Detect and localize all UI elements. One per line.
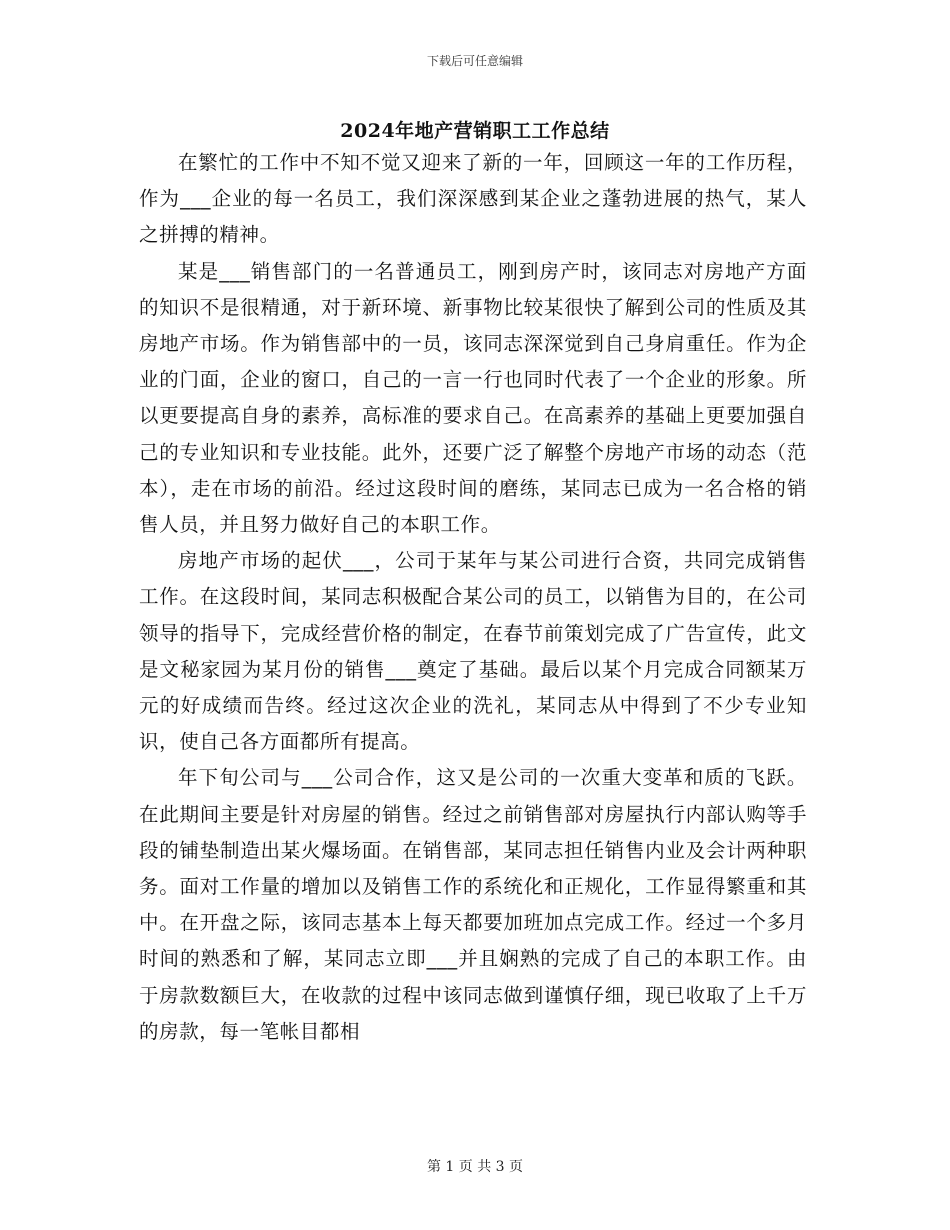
body-paragraph-2: 某是___销售部门的一名普通员工，刚到房产时，该同志对房地产方面的知识不是很精通，对于新环境、新事物比较某很快了解到公司的性质及其房地产市场。作为销售部中的一员，该同志深深觉到自己身肩重任。作为企业的门面，企业的窗口，自己的一言一行也同时代表了一个企业的形象。所以更要提高自身的素养，高标准的要求自己。在高素养的基础上更要加强自己的专业知识和专业技能。此外，还要广泛了解整个房地产市场的动态（范本），走在市场的前沿。经过这段时间的磨练，某同志已成为一名合格的销售人员，并且努力做好自己的本职工作。 bbox=[139, 259, 807, 537]
document-body bbox=[139, 145, 807, 1050]
body-paragraph-3: 房地产市场的起伏___，公司于某年与某公司进行合资，共同完成销售工作。在这段时间，某同志积极配合某公司的员工，以销售为目的，在公司领导的指导下，完成经营价格的制定，在春节前策划完成了广告宣传，此文是文秘家园为某月份的销售___奠定了基础。最后以某个月完成合同额某万元的好成绩而告终。经过这次企业的洗礼，某同志从中得到了不少专业知识，使自己各方面都所有提高。 bbox=[139, 549, 807, 754]
body-paragraph-1: 在繁忙的工作中不知不觉又迎来了新的一年，回顾这一年的工作历程，作为___企业的每一名员工，我们深深感到某企业之蓬勃进展的热气，某人之拼搏的精神。 bbox=[139, 151, 807, 247]
page-header-note: 下载后可任意编辑 bbox=[426, 54, 523, 68]
page-number-footer: 第 1 页 共 3 页 bbox=[426, 1159, 524, 1175]
body-paragraph-4: 年下旬公司与___公司合作，这又是公司的一次重大变革和质的飞跃。在此期间主要是针对房屋的销售。经过之前销售部对房屋执行内部认购等手段的铺垫制造出某火爆场面。在销售部，某同志担任销售内业及会计两种职务。面对工作量的增加以及销售工作的系统化和正规化，工作显得繁重和其中。在开盘之际，该同志基本上每天都要加班加点完成工作。经过一个多月时间的熟悉和了解，某同志立即___并且娴熟的完成了自己的本职工作。由于房款数额巨大，在收款的过程中该同志做到谨慎仔细，现已收取了上千万的房款，每一笔帐目都相 bbox=[139, 766, 807, 1043]
document-title: 2024年地产营销职工工作总结 bbox=[340, 120, 610, 142]
